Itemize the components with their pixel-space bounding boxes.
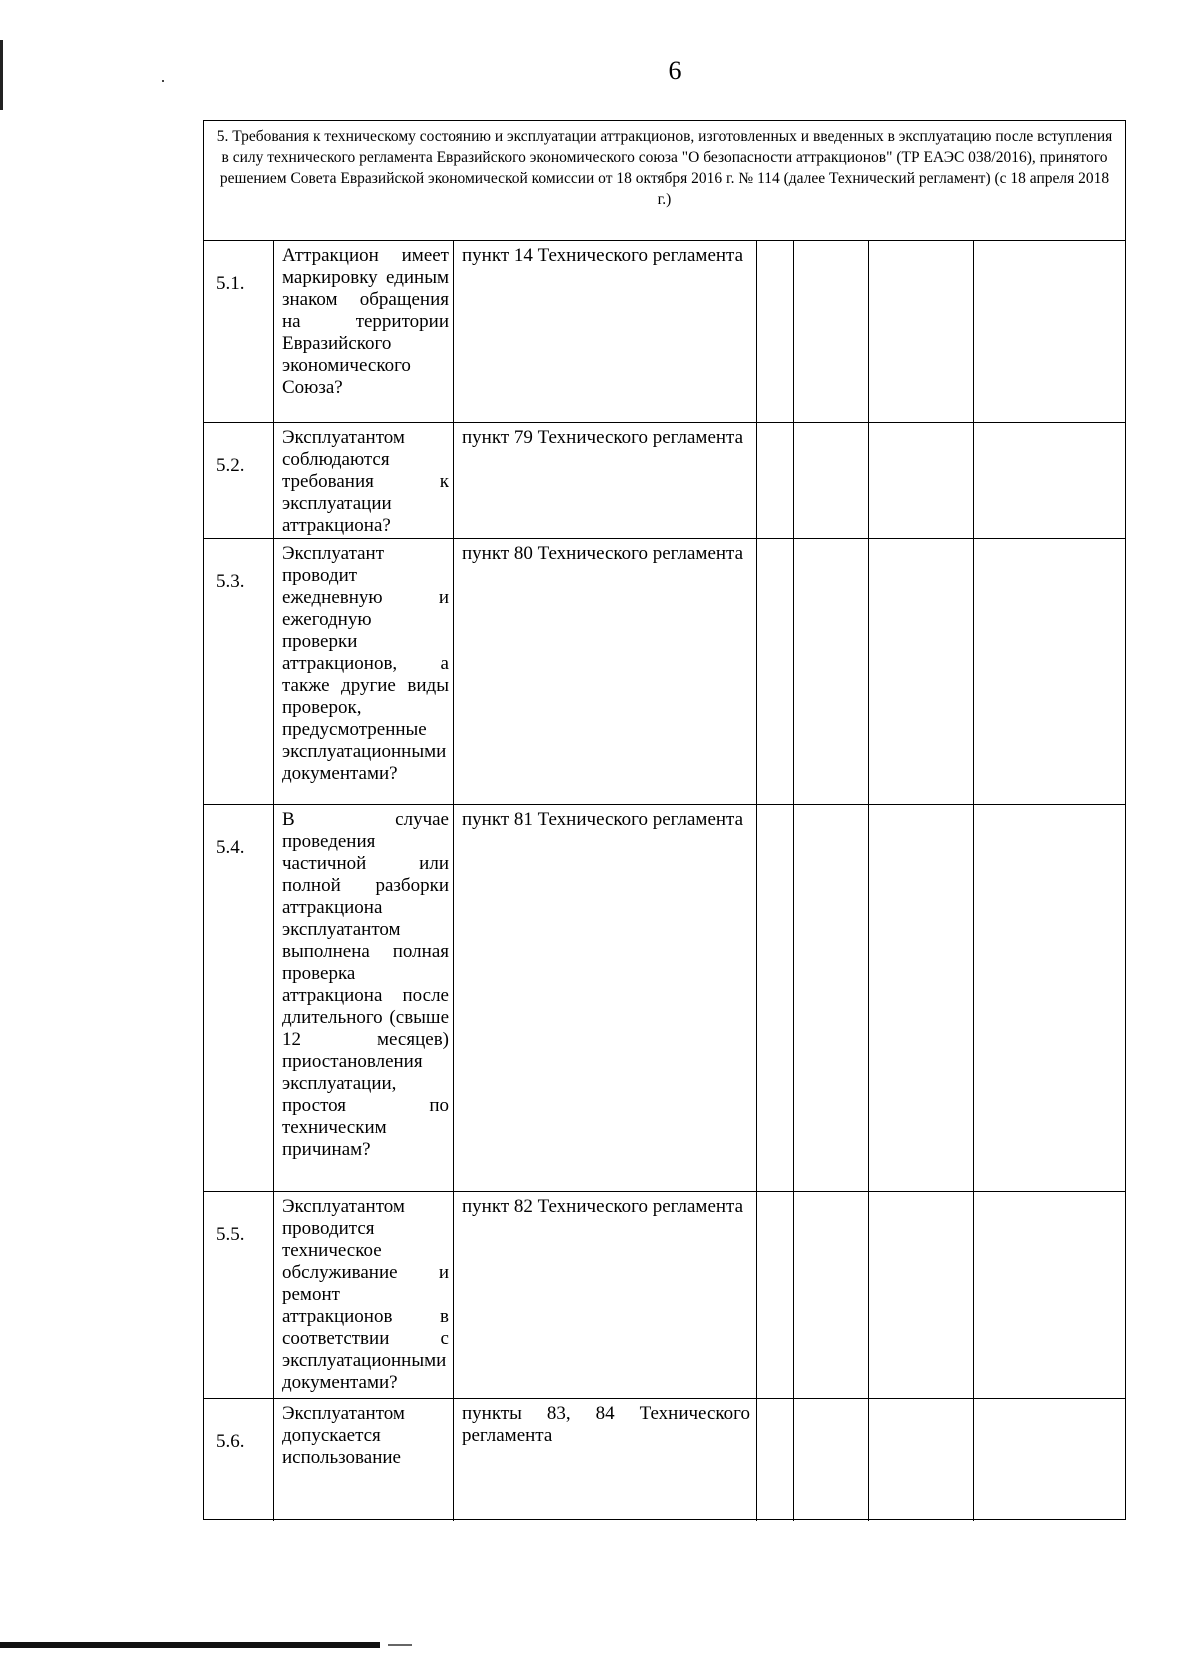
answer-cell-4 — [974, 805, 1127, 1191]
table-row — [204, 1192, 1125, 1399]
reference-cell: пункты 83, 84 Технического регламента — [454, 1399, 757, 1521]
reference-cell: пункт 14 Технического регламента — [454, 241, 757, 422]
page-number: 6 — [668, 56, 682, 85]
answer-cell-2 — [794, 1192, 869, 1398]
question-cell: В случае проведения частичной или полной разборки аттракциона эксплуатантом выполнена полная проверка аттракциона после длительного (свыше 12 месяцев) приостановления эксплуатации, простоя по техническим причинам? — [274, 805, 454, 1191]
answer-cell-3 — [869, 539, 974, 804]
row-number-cell — [204, 423, 274, 538]
checklist-table — [203, 120, 1126, 1520]
question-cell: Эксплуатантом проводится техническое обслуживание и ремонт аттракционов в соответствии с эксплуатационными документами? — [274, 1192, 454, 1398]
answer-cell-3 — [869, 1192, 974, 1398]
answer-cell-4 — [974, 1192, 1127, 1398]
answer-cell-2 — [794, 1399, 869, 1521]
answer-cell-4 — [974, 423, 1127, 538]
answer-cell-2 — [794, 805, 869, 1191]
answer-cell-3 — [869, 241, 974, 422]
section-header: 5. Требования к техническому состоянию и эксплуатации аттракционов, изготовленных и введенных в эксплуатацию после вступления в силу технического регламента Евразийского экономического союза "О безопасности аттракционов" (ТР ЕАЭС 038/2016), принятого решением Совета Евразийской экономической комиссии от 18 октября 2016 г. № 114 (далее Технический регламент) (с 18 апреля 2018 г.) — [204, 121, 1125, 241]
answer-cell-3 — [869, 423, 974, 538]
reference-cell: пункт 81 Технического регламента — [454, 805, 757, 1191]
answer-cell-1 — [757, 423, 794, 538]
reference-cell: пункт 82 Технического регламента — [454, 1192, 757, 1398]
row-number-cell — [204, 1399, 274, 1521]
table-row — [204, 423, 1125, 539]
row-number: 5.6. — [216, 1431, 245, 1452]
answer-cell-4 — [974, 1399, 1127, 1521]
answer-cell-2 — [794, 241, 869, 422]
row-number: 5.3. — [216, 571, 245, 592]
row-number: 5.2. — [216, 455, 245, 476]
scan-bottom-dash — [388, 1644, 412, 1646]
row-number-cell — [204, 805, 274, 1191]
reference-cell: пункт 80 Технического регламента — [454, 539, 757, 804]
table-row — [204, 539, 1125, 805]
answer-cell-4 — [974, 539, 1127, 804]
scan-bottom-bar — [0, 1642, 380, 1648]
row-number: 5.4. — [216, 837, 245, 858]
table-row — [204, 241, 1125, 423]
table-row — [204, 1399, 1125, 1521]
answer-cell-3 — [869, 1399, 974, 1521]
question-cell: Эксплуатант проводит ежедневную и ежегодную проверки аттракционов, а также другие виды проверок, предусмотренные эксплуатационными документами? — [274, 539, 454, 804]
row-number-cell — [204, 1192, 274, 1398]
answer-cell-3 — [869, 805, 974, 1191]
row-number: 5.1. — [216, 273, 245, 294]
answer-cell-4 — [974, 241, 1127, 422]
reference-cell: пункт 79 Технического регламента — [454, 423, 757, 538]
table-row — [204, 805, 1125, 1192]
answer-cell-1 — [757, 805, 794, 1191]
question-cell: Эксплуатантом соблюдаются требования к эксплуатации аттракциона? — [274, 423, 454, 538]
question-cell: Аттракцион имеет маркировку единым знаком обращения на территории Евразийского экономического Союза? — [274, 241, 454, 422]
answer-cell-1 — [757, 1399, 794, 1521]
row-number-cell — [204, 539, 274, 804]
answer-cell-2 — [794, 423, 869, 538]
question-cell: Эксплуатантом допускается использование — [274, 1399, 454, 1521]
answer-cell-2 — [794, 539, 869, 804]
row-number: 5.5. — [216, 1224, 245, 1245]
answer-cell-1 — [757, 1192, 794, 1398]
answer-cell-1 — [757, 241, 794, 422]
row-number-cell — [204, 241, 274, 422]
answer-cell-1 — [757, 539, 794, 804]
